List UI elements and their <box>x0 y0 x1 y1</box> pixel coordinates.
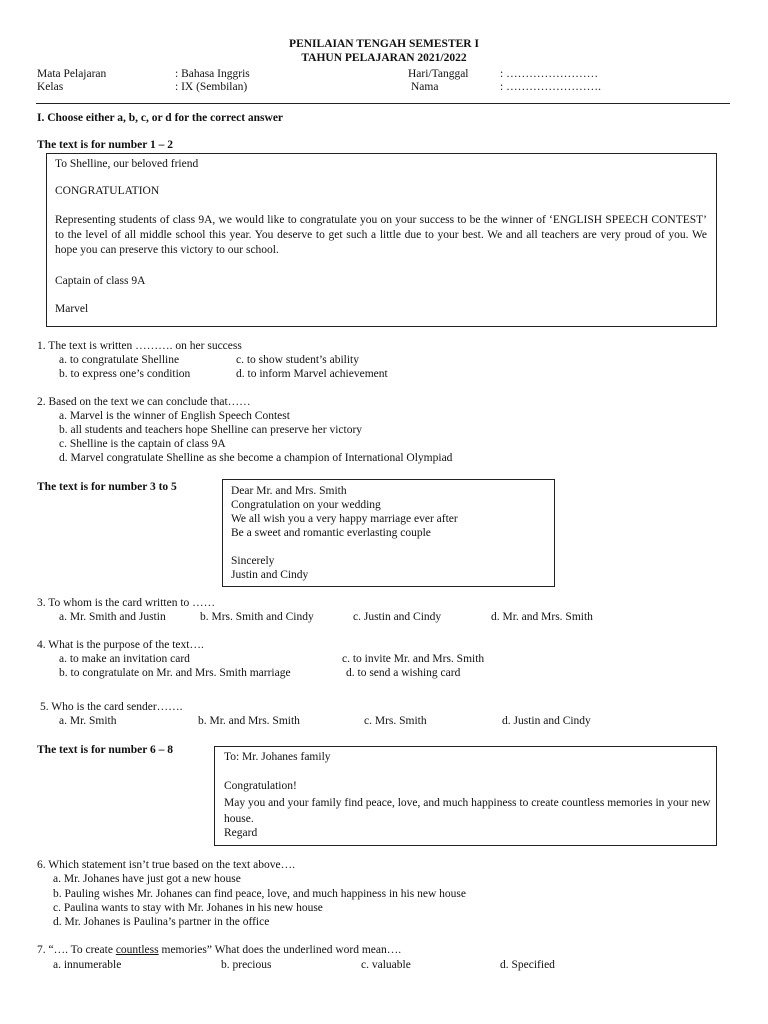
name-value: : ……………………. <box>500 81 601 93</box>
q6-option-d: d. Mr. Johanes is Paulina’s partner in the office <box>53 916 270 928</box>
q7-underlined-word: countless <box>115 944 159 956</box>
q7-option-a: a. innumerable <box>53 959 122 971</box>
date-label: Hari/Tanggal <box>408 68 469 80</box>
text2-line: Congratulation on your wedding <box>231 499 381 511</box>
q5-option-c: c. Mrs. Smith <box>364 715 427 727</box>
text3-greeting: Congratulation! <box>224 780 297 792</box>
q7-option-d: d. Specified <box>500 959 555 971</box>
q4-option-d: d. to send a wishing card <box>346 667 461 679</box>
text3-recipient: To: Mr. Johanes family <box>224 751 331 763</box>
text2-line: Justin and Cindy <box>231 569 309 581</box>
header-divider <box>36 103 730 104</box>
q3-question: 3. To whom is the card written to …… <box>37 597 216 609</box>
text1-recipient: To Shelline, our beloved friend <box>55 158 199 170</box>
q6-option-a: a. Mr. Johanes have just got a new house <box>53 873 241 885</box>
name-label: Nama <box>411 81 439 93</box>
text1-title: CONGRATULATION <box>55 185 160 197</box>
text2-label: The text is for number 3 to 5 <box>37 481 177 493</box>
q6-question: 6. Which statement isn’t true based on the text above…. <box>37 859 295 871</box>
q2-question: 2. Based on the text we can conclude that…… <box>37 396 251 408</box>
text2-line: We all wish you a very happy marriage ever after <box>231 513 458 525</box>
q5-option-b: b. Mr. and Mrs. Smith <box>198 715 300 727</box>
q4-option-b: b. to congratulate on Mr. and Mrs. Smith marriage <box>59 667 291 679</box>
q2-option-a: a. Marvel is the winner of English Speech Contest <box>59 410 290 422</box>
text3-closing: Regard <box>224 827 258 839</box>
text1-sender: Marvel <box>55 303 89 315</box>
q3-option-c: c. Justin and Cindy <box>353 611 442 623</box>
date-value: : …………………… <box>500 68 599 80</box>
q1-option-b: b. to express one’s condition <box>59 368 191 380</box>
text1-body: Representing students of class 9A, we would like to congratulate you on your success to be the winner of ‘ENGLISH SPEECH CONTEST’ to the level of all middle school this year. You deserve to get such a little due to your best. We and all teachers are very proud of you. We hope you can preserve this victory to our school. <box>55 214 707 256</box>
q5-option-a: a. Mr. Smith <box>59 715 117 727</box>
text2-line: Be a sweet and romantic everlasting couple <box>231 527 431 539</box>
class-label: Kelas <box>37 81 64 93</box>
q3-option-d: d. Mr. and Mrs. Smith <box>491 611 593 623</box>
q7-option-c: c. valuable <box>361 959 411 971</box>
q3-option-a: a. Mr. Smith and Justin <box>59 611 166 623</box>
section-heading: I. Choose either a, b, c, or d for the correct answer <box>37 112 284 124</box>
q4-option-a: a. to make an invitation card <box>59 653 190 665</box>
text2-box <box>222 479 555 587</box>
academic-year-title: TAHUN PELAJARAN 2021/2022 <box>301 52 467 64</box>
text1-closing: Captain of class 9A <box>55 275 146 287</box>
text1-label: The text is for number 1 – 2 <box>37 139 173 151</box>
q3-option-b: b. Mrs. Smith and Cindy <box>200 611 314 623</box>
q1-option-d: d. to inform Marvel achievement <box>236 368 388 380</box>
text3-body: May you and your family find peace, love, and much happiness to create countless memories in your new house. <box>224 797 711 825</box>
text1-box <box>46 153 717 327</box>
q1-question: 1. The text is written ………. on her success <box>37 340 242 352</box>
q7-question <box>37 944 401 956</box>
q4-option-c: c. to invite Mr. and Mrs. Smith <box>342 653 485 665</box>
q5-option-d: d. Justin and Cindy <box>502 715 591 727</box>
q5-question: 5. Who is the card sender……. <box>40 701 183 713</box>
q2-option-c: c. Shelline is the captain of class 9A <box>59 438 226 450</box>
text2-line: Sincerely <box>231 555 275 567</box>
class-value: : IX (Sembilan) <box>175 81 248 93</box>
exam-title: PENILAIAN TENGAH SEMESTER I <box>289 38 479 50</box>
subject-value: : Bahasa Inggris <box>175 68 250 80</box>
subject-label: Mata Pelajaran <box>37 68 107 80</box>
text2-line: Dear Mr. and Mrs. Smith <box>231 485 347 497</box>
q7-question-end: memories” What does the underlined word mean…. <box>158 944 402 956</box>
q1-option-a: a. to congratulate Shelline <box>59 354 180 366</box>
q4-question: 4. What is the purpose of the text…. <box>37 639 204 651</box>
q6-option-b: b. Pauling wishes Mr. Johanes can find peace, love, and much happiness in his new house <box>53 888 466 900</box>
q7-question-start: 7. “…. To create <box>37 944 116 956</box>
q6-option-c: c. Paulina wants to stay with Mr. Johanes in his new house <box>53 902 323 914</box>
q7-option-b: b. precious <box>221 959 272 971</box>
q1-option-c: c. to show student’s ability <box>236 354 359 366</box>
q2-option-d: d. Marvel congratulate Shelline as she become a champion of International Olympiad <box>59 452 453 464</box>
q2-option-b: b. all students and teachers hope Shelline can preserve her victory <box>59 424 363 436</box>
text3-label: The text is for number 6 – 8 <box>37 744 173 756</box>
text3-box <box>214 746 717 846</box>
